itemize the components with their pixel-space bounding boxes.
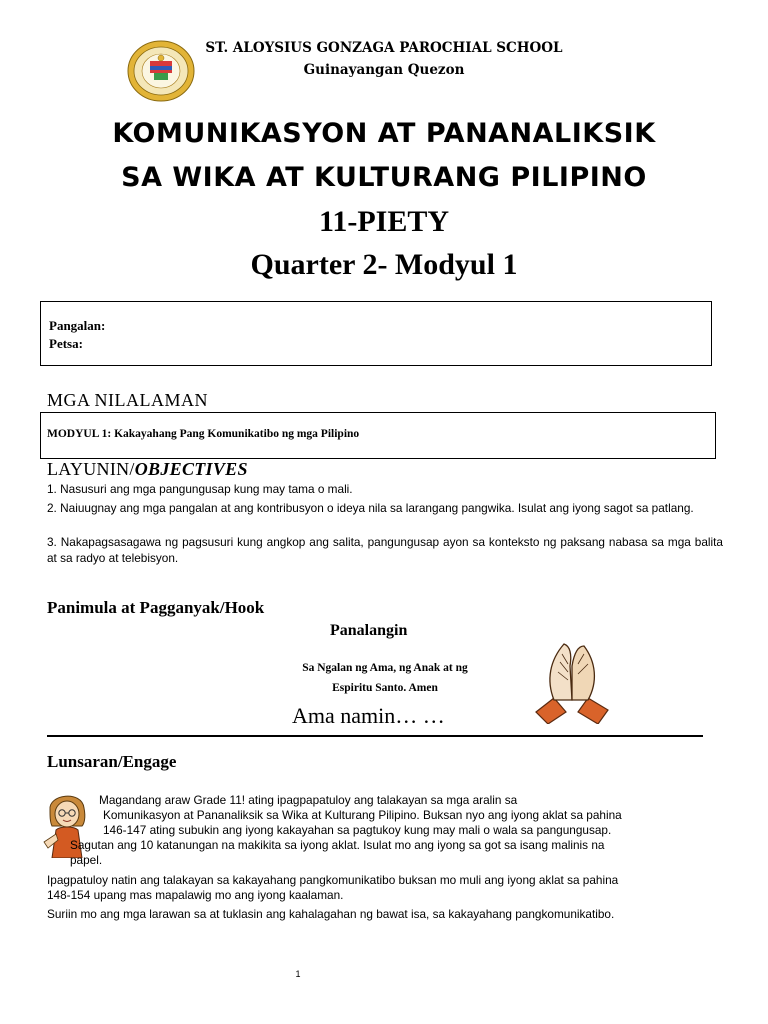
our-father-line: Ama namin… … [292,703,445,728]
section-title: 11-PIETY [318,205,450,238]
engage-line: 148-154 upang mas mapalawig mo ang iyong kaalaman. [47,888,344,902]
subject-title-line-2: SA WIKA AT KULTURANG PILIPINO [121,162,647,193]
engage-line: papel. [70,853,103,867]
prayer-line-2: Espiritu Santo. Amen [332,682,438,694]
engage-line: 146-147 ating subukin ang iyong kakayahan sa pagtukoy kung may mali o wala sa pangungusap. [103,823,612,837]
engage-line: Suriin mo ang mga larawan sa at tuklasin ang kahalagahan ng bawat isa, sa kakayahang pangkomunikatibo. [47,907,615,921]
engage-line: Komunikasyon at Pananaliksik sa Wika at Kulturang Pilipino. Buksan nyo ang iyong aklat sa pahina [103,808,622,822]
page-number: 1 [295,969,301,979]
name-label: Pangalan: [49,318,106,333]
engage-heading: Lunsaran/Engage [47,752,177,771]
student-info-box [40,301,712,366]
objectives-heading [47,459,248,480]
objective-item: 3. Nakapagsasagawa ng pagsusuri kung angkop ang salita, pangungusap ayon sa konteksto ng paksang nabasa sa mga balita at sa radyo at telebisyon. [47,535,723,565]
objective-item: 1. Nasusuri ang mga pangungusap kung may tama o mali. [47,482,353,496]
school-location: Guinayangan Quezon [303,62,465,78]
date-label: Petsa: [49,336,83,351]
praying-hands-icon [526,640,618,724]
prayer-line-1: Sa Ngalan ng Ama, ng Anak at ng [302,662,468,674]
objectives-heading-prefix: LAYUNIN/ [47,459,135,479]
school-name: ST. ALOYSIUS GONZAGA PAROCHIAL SCHOOL [205,40,563,56]
objective-item: 2. Naiuugnay ang mga pangalan at ang kontribusyon o ideya nila sa larangang pangwika. Isulat ang iyong sagot sa patlang. [47,501,694,515]
prayer-heading: Panalangin [330,622,408,639]
objectives-heading-suffix: OBJECTIVES [134,459,248,479]
engage-line: Magandang araw Grade 11! ating ipagpapatuloy ang talakayan sa mga aralin sa [99,793,518,807]
subject-title-line-1: KOMUNIKASYON AT PANANALIKSIK [112,118,656,149]
module-title: Quarter 2- Modyul 1 [250,248,518,281]
section-divider [47,735,703,737]
contents-module-line: MODYUL 1: Kakayahang Pang Komunikatibo ng mga Pilipino [47,428,360,440]
school-seal-icon [127,40,195,102]
hook-heading: Panimula at Pagganyak/Hook [47,598,265,617]
engage-line: Sagutan ang 10 katanungan na makikita sa iyong aklat. Isulat mo ang iyong sa got sa isang malinis na [70,838,605,852]
contents-heading: MGA NILALAMAN [47,390,208,410]
engage-line: Ipagpatuloy natin ang talakayan sa kakayahang pangkomunikatibo buksan mo muli ang iyong aklat sa pahina [47,873,619,887]
